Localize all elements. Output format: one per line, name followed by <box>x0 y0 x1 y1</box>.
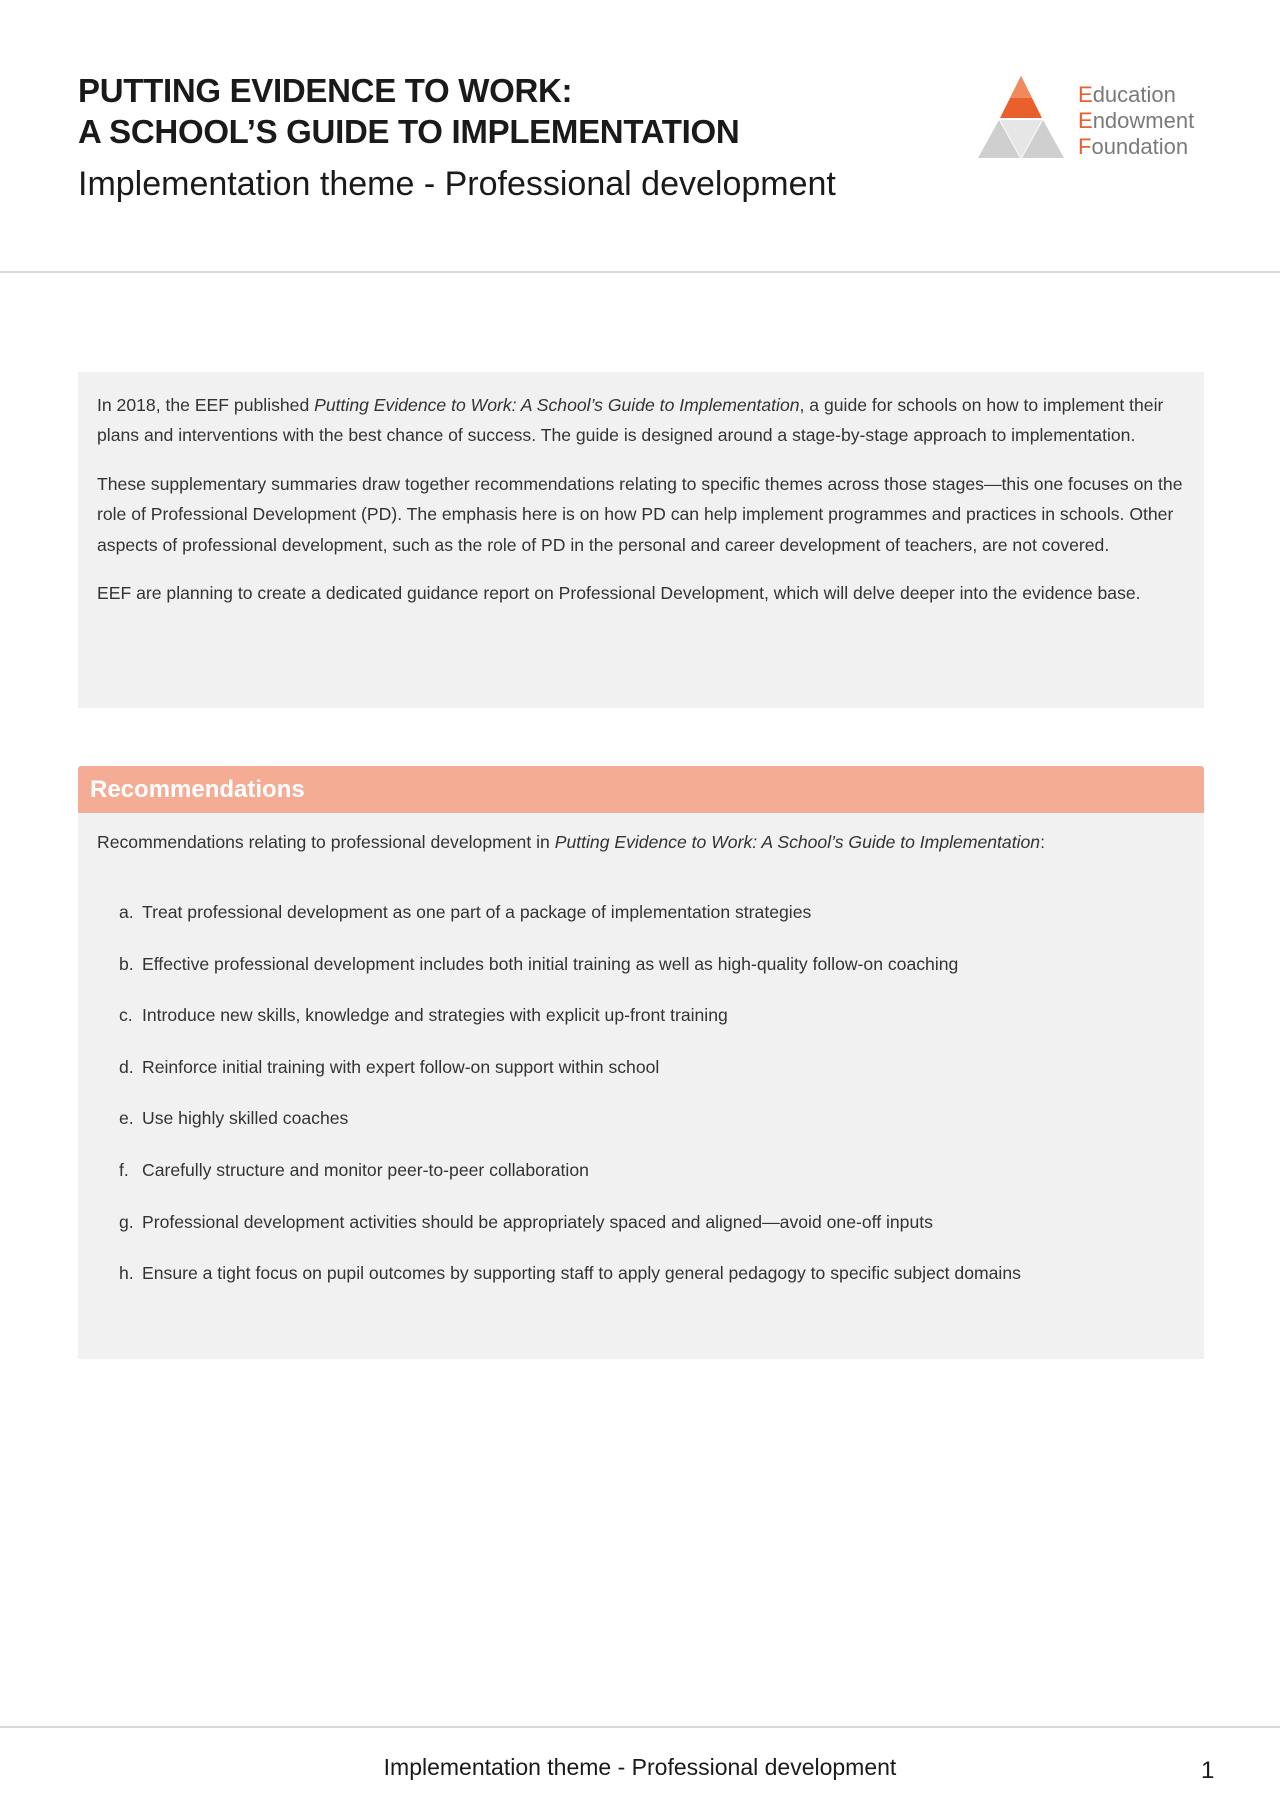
intro-paragraph-2: These supplementary summaries draw together recommendations relating to specific themes across those stages—this one focuses on the role of Professional Development (PD). The emphasis here is on how PD can help implement programmes and practices in schools. Other aspects of professional development, such as the role of PD in the personal and career development of teachers, are not covered. <box>97 473 1183 555</box>
document-title-line-2: A SCHOOL’S GUIDE TO IMPLEMENTATION <box>78 113 740 150</box>
list-item-text: Professional development activities should be appropriately spaced and aligned—avoid one-off inputs <box>142 1211 933 1232</box>
list-item-letter: g. <box>119 1211 134 1232</box>
list-item <box>97 1105 1184 1157</box>
list-item <box>97 899 1184 951</box>
list-item-text: Carefully structure and monitor peer-to-peer collaboration <box>142 1159 589 1180</box>
list-item-text: Effective professional development includes both initial training as well as high-quality follow-on coaching <box>142 953 959 974</box>
list-item-letter: h. <box>119 1263 134 1284</box>
list-item-text: Use highly skilled coaches <box>142 1108 349 1129</box>
logo-line-endowment: Endowment <box>1078 108 1195 133</box>
list-item-letter: a. <box>119 902 134 922</box>
list-item-text: Reinforce initial training with expert follow-on support within school <box>142 1056 660 1077</box>
list-item <box>97 1209 1184 1261</box>
list-item-text: Treat professional development as one part of a package of implementation strategies <box>142 902 812 922</box>
list-item-letter: d. <box>119 1056 134 1077</box>
list-item-text: Ensure a tight focus on pupil outcomes by supporting staff to apply general pedagogy to specific subject domains <box>142 1263 1021 1284</box>
footer-divider <box>0 1726 1280 1728</box>
recommendations-box <box>78 813 1204 1359</box>
intro-paragraph-3: EEF are planning to create a dedicated guidance report on Professional Development, which will delve deeper into the evidence base. <box>97 583 1141 604</box>
document-subtitle: Implementation theme - Professional development <box>78 165 836 203</box>
recommendations-list <box>97 899 1184 1312</box>
list-item <box>97 1002 1184 1054</box>
eef-logo-text <box>1078 82 1194 160</box>
list-item-letter: c. <box>119 1005 133 1026</box>
list-item <box>97 951 1184 1003</box>
recommendations-heading: Recommendations <box>78 766 1204 813</box>
list-item <box>97 1260 1184 1312</box>
list-item <box>97 1054 1184 1106</box>
logo-line-education: Education <box>1078 82 1176 107</box>
eef-logo <box>978 76 1218 166</box>
document-title <box>78 70 739 152</box>
recommendations-intro: Recommendations relating to professional development in Putting Evidence to Work: A School’s Guide to Implementation: <box>97 832 1045 852</box>
logo-line-foundation: Foundation <box>1078 134 1189 159</box>
list-item-text: Introduce new skills, knowledge and strategies with explicit up-front training <box>142 1005 728 1026</box>
page-number: 1 <box>1201 1757 1215 1784</box>
list-item <box>97 1157 1184 1209</box>
list-item-letter: e. <box>119 1108 134 1129</box>
header-divider <box>0 271 1280 273</box>
intro-box <box>78 372 1204 708</box>
footer-title: Implementation theme - Professional development <box>383 1754 897 1780</box>
list-item-letter: f. <box>119 1159 129 1180</box>
eef-triangle-logo-icon <box>978 76 1064 160</box>
document-title-line-1: PUTTING EVIDENCE TO WORK: <box>78 72 573 109</box>
intro-paragraph-1: In 2018, the EEF published Putting Evidence to Work: A School’s Guide to Implementation, a guide for schools on how to implement their plans and interventions with the best chance of success. The guide is designed around a stage-by-stage approach to implementation. <box>97 395 1164 446</box>
list-item-letter: b. <box>119 953 134 974</box>
